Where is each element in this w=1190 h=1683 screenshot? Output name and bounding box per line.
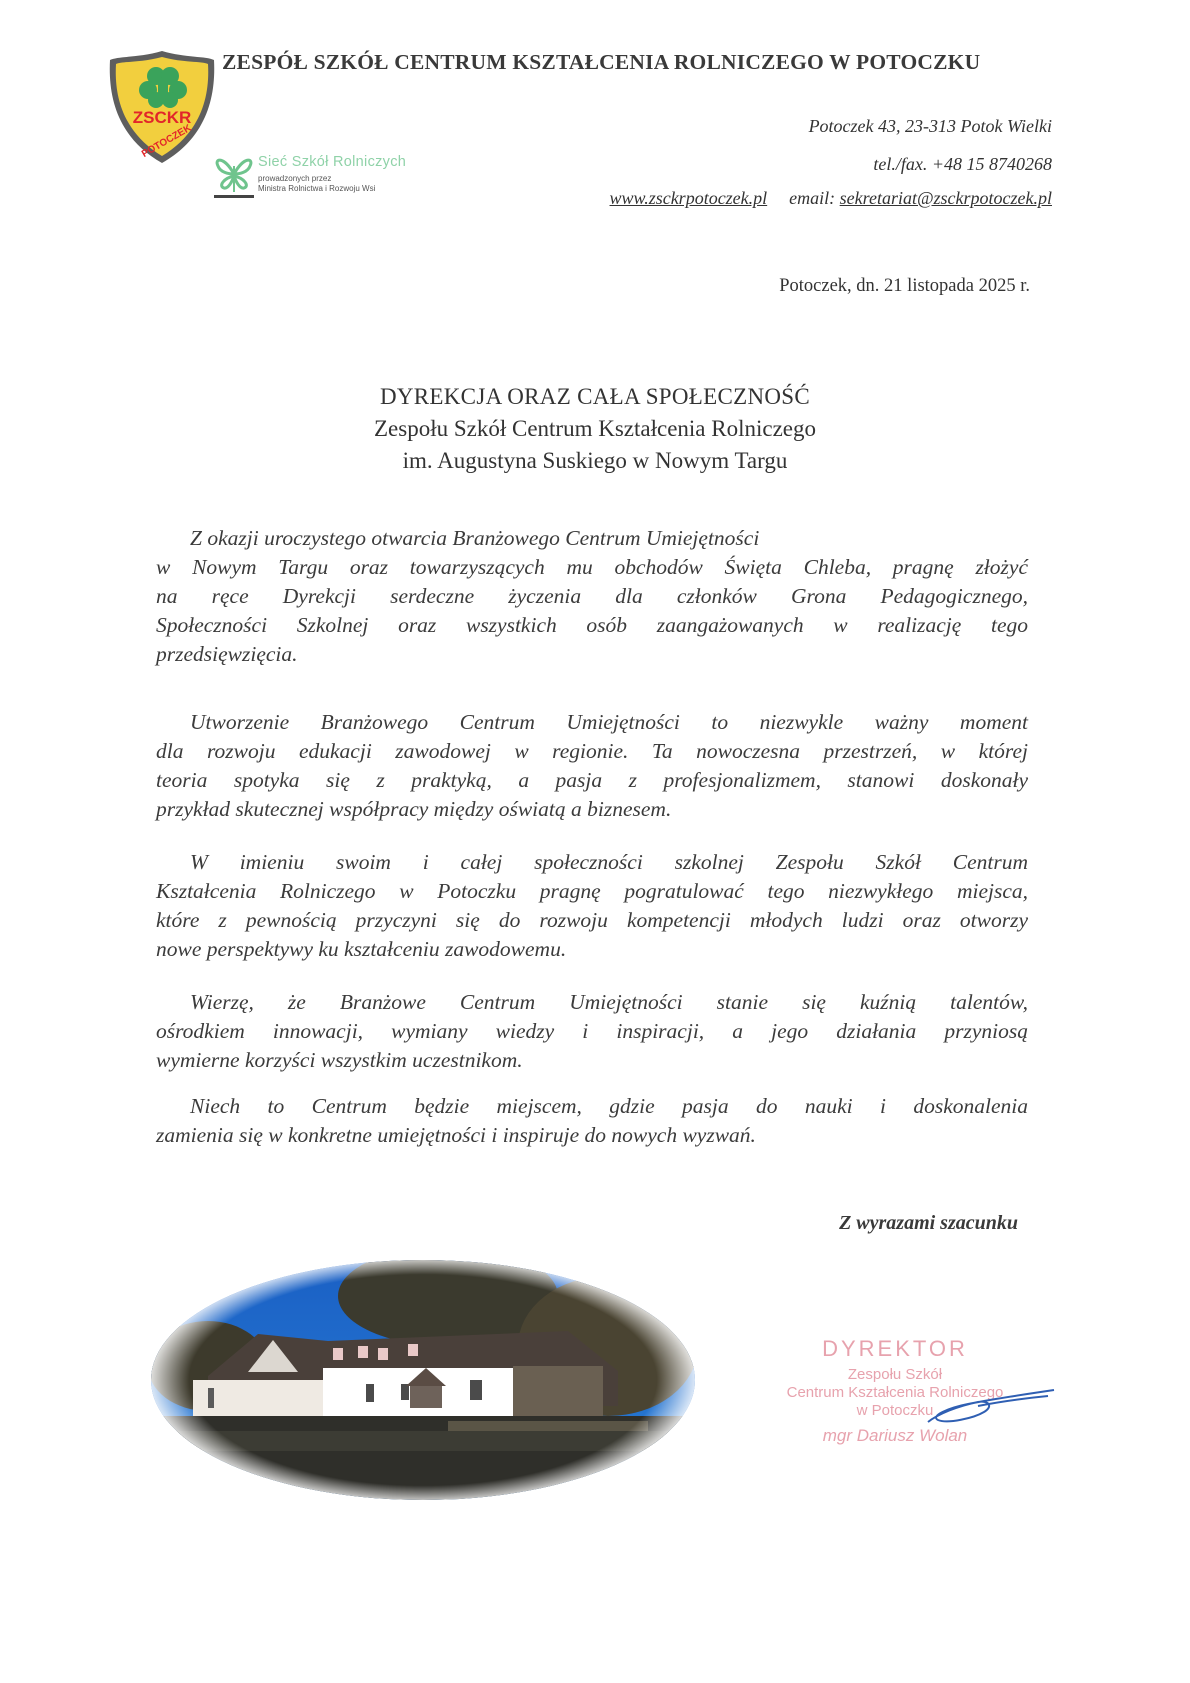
- network-subtitle-2: Ministra Rolnictwa i Rozwoju Wsi: [258, 184, 376, 193]
- web-contact-row: [610, 188, 1052, 209]
- text-line: nowe perspektywy ku kształceniu zawodowemu.: [156, 937, 567, 961]
- paragraph-4: [156, 988, 1028, 1075]
- recipient-line-3: im. Augustyna Suskiego w Nowym Targu: [402, 448, 788, 473]
- stamp-line-2: Centrum Kształcenia Rolniczego: [786, 1384, 1004, 1401]
- email-link[interactable]: sekretariat@zsckrpotoczek.pl: [839, 188, 1052, 208]
- text-line: na ręce Dyrekcji serdeczne życzenia dla członków Grona Pedagogicznego,: [156, 584, 1028, 608]
- text-line: ośrodkiem innowacji, wymiany wiedzy i inspiracji, a jego działania przyniosą: [156, 1019, 1028, 1043]
- svg-text:ZSCKR: ZSCKR: [132, 108, 192, 127]
- paragraph-1: [156, 524, 1028, 669]
- closing-phrase: Z wyrazami szacunku: [839, 1212, 1018, 1234]
- text-line: Społeczności Szkolnej oraz wszystkich osób zaangażowanych w realizację tego: [156, 613, 1028, 637]
- stamp-line-1: Zespołu Szkół: [847, 1366, 943, 1383]
- text-line: przedsięwzięcia.: [156, 642, 298, 666]
- date-line: Potoczek, dn. 21 listopada 2025 r.: [779, 276, 1030, 296]
- website-link[interactable]: www.zsckrpotoczek.pl: [609, 188, 768, 208]
- text-line: Kształcenia Rolniczego w Potoczku pragnę pogratulować tego niezwykłego miejsca,: [156, 879, 1028, 903]
- text-line: które z pewnością przyczyni się do rozwoju kompetencji młodych ludzi oraz otworzy: [156, 908, 1028, 932]
- text-line: Niech to Centrum będzie miejscem, gdzie pasja do nauki i doskonalenia: [190, 1094, 1028, 1118]
- school-building-photo: [148, 1256, 698, 1504]
- text-line: zamienia się w konkretne umiejętności i inspiruje do nowych wyzwań.: [156, 1123, 756, 1147]
- phone: tel./fax. +48 15 8740268: [873, 154, 1052, 174]
- svg-text:POTOCZEK: POTOCZEK: [140, 122, 194, 160]
- text-line: w Nowym Targu oraz towarzyszących mu obchodów Święta Chleba, pragnę złożyć: [156, 555, 1028, 579]
- text-line: Utworzenie Branżowego Centrum Umiejętności to niezwykle ważny moment: [190, 710, 1028, 734]
- text-line: Wierzę, że Branżowe Centrum Umiejętności stanie się kuźnią talentów,: [190, 990, 1028, 1014]
- network-logo: [214, 152, 424, 204]
- text-line: przykład skutecznej współpracy między oświatą a biznesem.: [156, 797, 672, 821]
- text-line: W imieniu swoim i całej społeczności szkolnej Zespołu Szkół Centrum: [190, 850, 1028, 874]
- text-line: teoria spotyka się z praktyką, a pasja z profesjonalizmem, stanowi doskonały: [156, 768, 1028, 792]
- stamp-name: mgr Dariusz Wolan: [822, 1426, 968, 1445]
- school-name: ZESPÓŁ SZKÓŁ CENTRUM KSZTAŁCENIA ROLNICZEGO W POTOCZKU: [222, 50, 981, 74]
- school-crest-icon: [106, 48, 218, 166]
- paragraph-5: [156, 1092, 1028, 1150]
- recipient-line-1: DYREKCJA ORAZ CAŁA SPOŁECZNOŚĆ: [379, 384, 811, 409]
- stamp-line-3: w Potoczku: [856, 1402, 934, 1419]
- text-line: wymierne korzyści wszystkim uczestnikom.: [156, 1048, 523, 1072]
- paragraph-2: [156, 708, 1028, 824]
- network-subtitle-1: prowadzonych przez: [258, 174, 332, 183]
- stamp-title: DYREKTOR: [822, 1336, 968, 1361]
- handwritten-signature-icon: [918, 1384, 1058, 1434]
- paragraph-3: [156, 848, 1028, 964]
- butterfly-logo-icon: [214, 152, 254, 200]
- address: Potoczek 43, 23-313 Potok Wielki: [808, 116, 1052, 136]
- recipient-line-2: Zespołu Szkół Centrum Kształcenia Rolniczego: [374, 416, 816, 441]
- text-line: Z okazji uroczystego otwarcia Branżowego Centrum Umiejętności: [190, 526, 760, 550]
- text-line: dla rozwoju edukacji zawodowej w regionie. Ta nowoczesna przestrzeń, w której: [156, 739, 1028, 763]
- network-title: Sieć Szkół Rolniczych: [258, 154, 407, 170]
- email-label: email:: [789, 188, 836, 208]
